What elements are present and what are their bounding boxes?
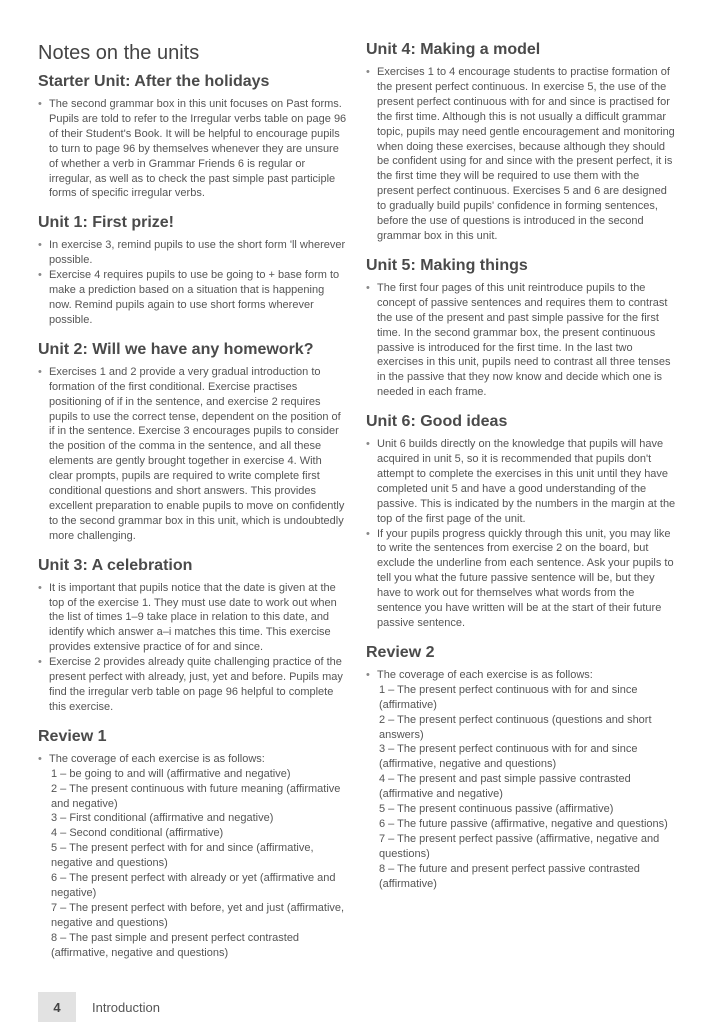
bullet-item: • In exercise 3, remind pupils to use the short form 'll wherever possible. <box>38 238 348 268</box>
bullet-item: • The coverage of each exercise is as follows: <box>38 752 348 767</box>
bullet-item: • Exercises 1 to 4 encourage students to practise formation of the present perfect continuous. In exercise 5, the use of the present perfect continuous with for and since is practised for the first time. Although this is not usually a difficult grammar topic, pupils may need gentle encouragement and monitoring when doing these exercises, because although they should be confident using for and since with the present perfect, it is the first time they will be required to use them with the present perfect continuous. Exercises 5 and 6 are designed to gradually build pupils' confidence in forming sentences, before the use of questions is introduced in the second grammar box in this unit. <box>366 65 676 244</box>
coverage-item: 1 – The present perfect continuous with for and since (affirmative) <box>379 683 638 711</box>
bullet-item: • Exercise 4 requires pupils to use be going to + base form to make a prediction based on a situation that is happening now. Remind pupils again to use short forms wherever possible. <box>38 268 348 328</box>
coverage-item: 7 – The present perfect passive (affirmative, negative and questions) <box>379 832 660 860</box>
section-unit-2 <box>38 340 348 544</box>
section-unit-4 <box>366 40 676 244</box>
coverage-item: 8 – The past simple and present perfect contrasted (affirmative, negative and questions) <box>51 931 300 959</box>
page-footer <box>38 992 160 1022</box>
coverage-item: 2 – The present perfect continuous (questions and short answers) <box>379 713 652 741</box>
coverage-item: 4 – Second conditional (affirmative) <box>51 827 224 840</box>
section-starter-unit <box>38 72 348 201</box>
footer-label: Introduction <box>92 999 160 1015</box>
coverage-item: 5 – The present continuous passive (affirmative) <box>379 803 614 816</box>
coverage-item: 4 – The present and past simple passive contrasted (affirmative and negative) <box>379 773 631 801</box>
section-heading: Unit 4: Making a model <box>366 41 541 58</box>
section-unit-6 <box>366 412 676 631</box>
bullet-list <box>366 281 676 400</box>
section-unit-5 <box>366 256 676 400</box>
coverage-item: 8 – The future and present perfect passive contrasted (affirmative) <box>379 862 640 890</box>
bullet-list <box>38 97 348 201</box>
coverage-item: 6 – The present perfect with already or yet (affirmative and negative) <box>51 872 336 899</box>
coverage-item: 7 – The present perfect with before, yet and just (affirmative, negative and questions) <box>51 901 345 929</box>
section-heading: Unit 3: A celebration <box>38 556 193 574</box>
left-column <box>38 40 348 973</box>
bullet-list <box>366 437 676 631</box>
section-heading: Unit 6: Good ideas <box>366 413 508 431</box>
page-title: Notes on the units <box>38 42 200 64</box>
bullet-item: • Unit 6 builds directly on the knowledge that pupils will have acquired in unit 5, so it is recommended that pupils don't attempt to complete the exercises in this unit until they have completed unit 5 and have a good understanding of the passive. This is indicated by the numbers in the margin at the top of the first page of the unit. <box>366 437 676 526</box>
section-heading: Unit 1: First prize! <box>38 214 175 232</box>
coverage-item: 3 – The present perfect continuous with for and since (affirmative, negative and questions) <box>379 743 638 771</box>
bullet-list <box>38 238 348 327</box>
coverage-item: 5 – The present perfect with for and since (affirmative, negative and questions) <box>51 842 314 870</box>
right-column <box>366 40 676 904</box>
bullet-item: • It is important that pupils notice that the date is given at the top of the exercise 1. They must use date to work out when the list of times 1–9 take place in relation to this date, and identify which answer a–i matches this time. This exercise provides extensive practice of for and since. <box>38 581 348 656</box>
section-review-2 <box>366 643 676 892</box>
bullet-list <box>38 752 348 767</box>
bullet-item: • Exercise 2 provides already quite challenging practice of the present perfect with already, just, yet and before. Pupils may find the irregular verb table on page 96 helpful to complete this exercise. <box>38 655 348 715</box>
section-unit-1 <box>38 213 348 327</box>
section-review-1 <box>38 727 348 961</box>
coverage-list <box>366 683 676 892</box>
bullet-item: • Exercises 1 and 2 provide a very gradual introduction to formation of the first conditional. Exercise practises positioning of if in the sentence, and exercise 2 requires pupils to use the correct tense, dependent on the position of if in the sentence. Exercise 3 encourages pupils to consider the position of the comma in the sentence, and all these elements are gently brought together in exercise 4. With clear prompts, pupils are required to write complete first conditional questions and short answers. This provides excellent preparation to enable pupils to move on confidently to the second grammar box in this unit, which is undoubtedly more challenging. <box>38 365 348 544</box>
bullet-item: • The first four pages of this unit reintroduce pupils to the concept of passive sentences and requires them to contrast the use of the present and past simple passive for the first time. In the second grammar box, the present continuous passive is introduced for the first time. In the last two exercises in this unit, pupils need to contrast all three tenses in the passive that they now know and decide which one is needed in each frame. <box>366 281 676 400</box>
section-heading: Unit 2: Will we have any homework? <box>38 340 314 358</box>
bullet-list <box>38 365 348 544</box>
page-number: 4 <box>38 992 76 1022</box>
bullet-list <box>366 668 676 683</box>
section-unit-3 <box>38 556 348 715</box>
coverage-item: 2 – The present continuous with future meaning (affirmative and negative) <box>51 782 341 810</box>
coverage-item: 6 – The future passive (affirmative, negative and questions) <box>379 817 668 830</box>
bullet-item: • The coverage of each exercise is as follows: <box>366 668 676 683</box>
coverage-item: 3 – First conditional (affirmative and negative) <box>51 812 274 825</box>
coverage-list <box>38 767 348 961</box>
bullet-item: • The second grammar box in this unit focuses on Past forms. Pupils are told to refer to the Irregular verbs table on page 96 of their Student's Book. It will be helpful to encourage pupils to turn to page 96 by themselves whenever they are unsure of whether a verb in Grammar Friends 6 is regular or irregular, as well as to check the past simple past participle forms of specific irregular verbs. <box>38 97 348 201</box>
section-heading: Review 1 <box>38 727 107 745</box>
bullet-list <box>38 581 348 715</box>
section-heading: Starter Unit: After the holidays <box>38 73 270 90</box>
section-heading: Review 2 <box>366 643 435 661</box>
bullet-list <box>366 65 676 244</box>
section-heading: Unit 5: Making things <box>366 256 528 274</box>
bullet-item: • If your pupils progress quickly through this unit, you may like to write the sentences from exercise 2 on the board, but exclude the underline from each sentence. Ask your pupils to tell you what the future passive sentence will be, but they have to work out for themselves what words from the sentence you have written will be at the start of their future passive sentence. <box>366 527 676 631</box>
coverage-item: 1 – be going to and will (affirmative and negative) <box>51 767 291 780</box>
